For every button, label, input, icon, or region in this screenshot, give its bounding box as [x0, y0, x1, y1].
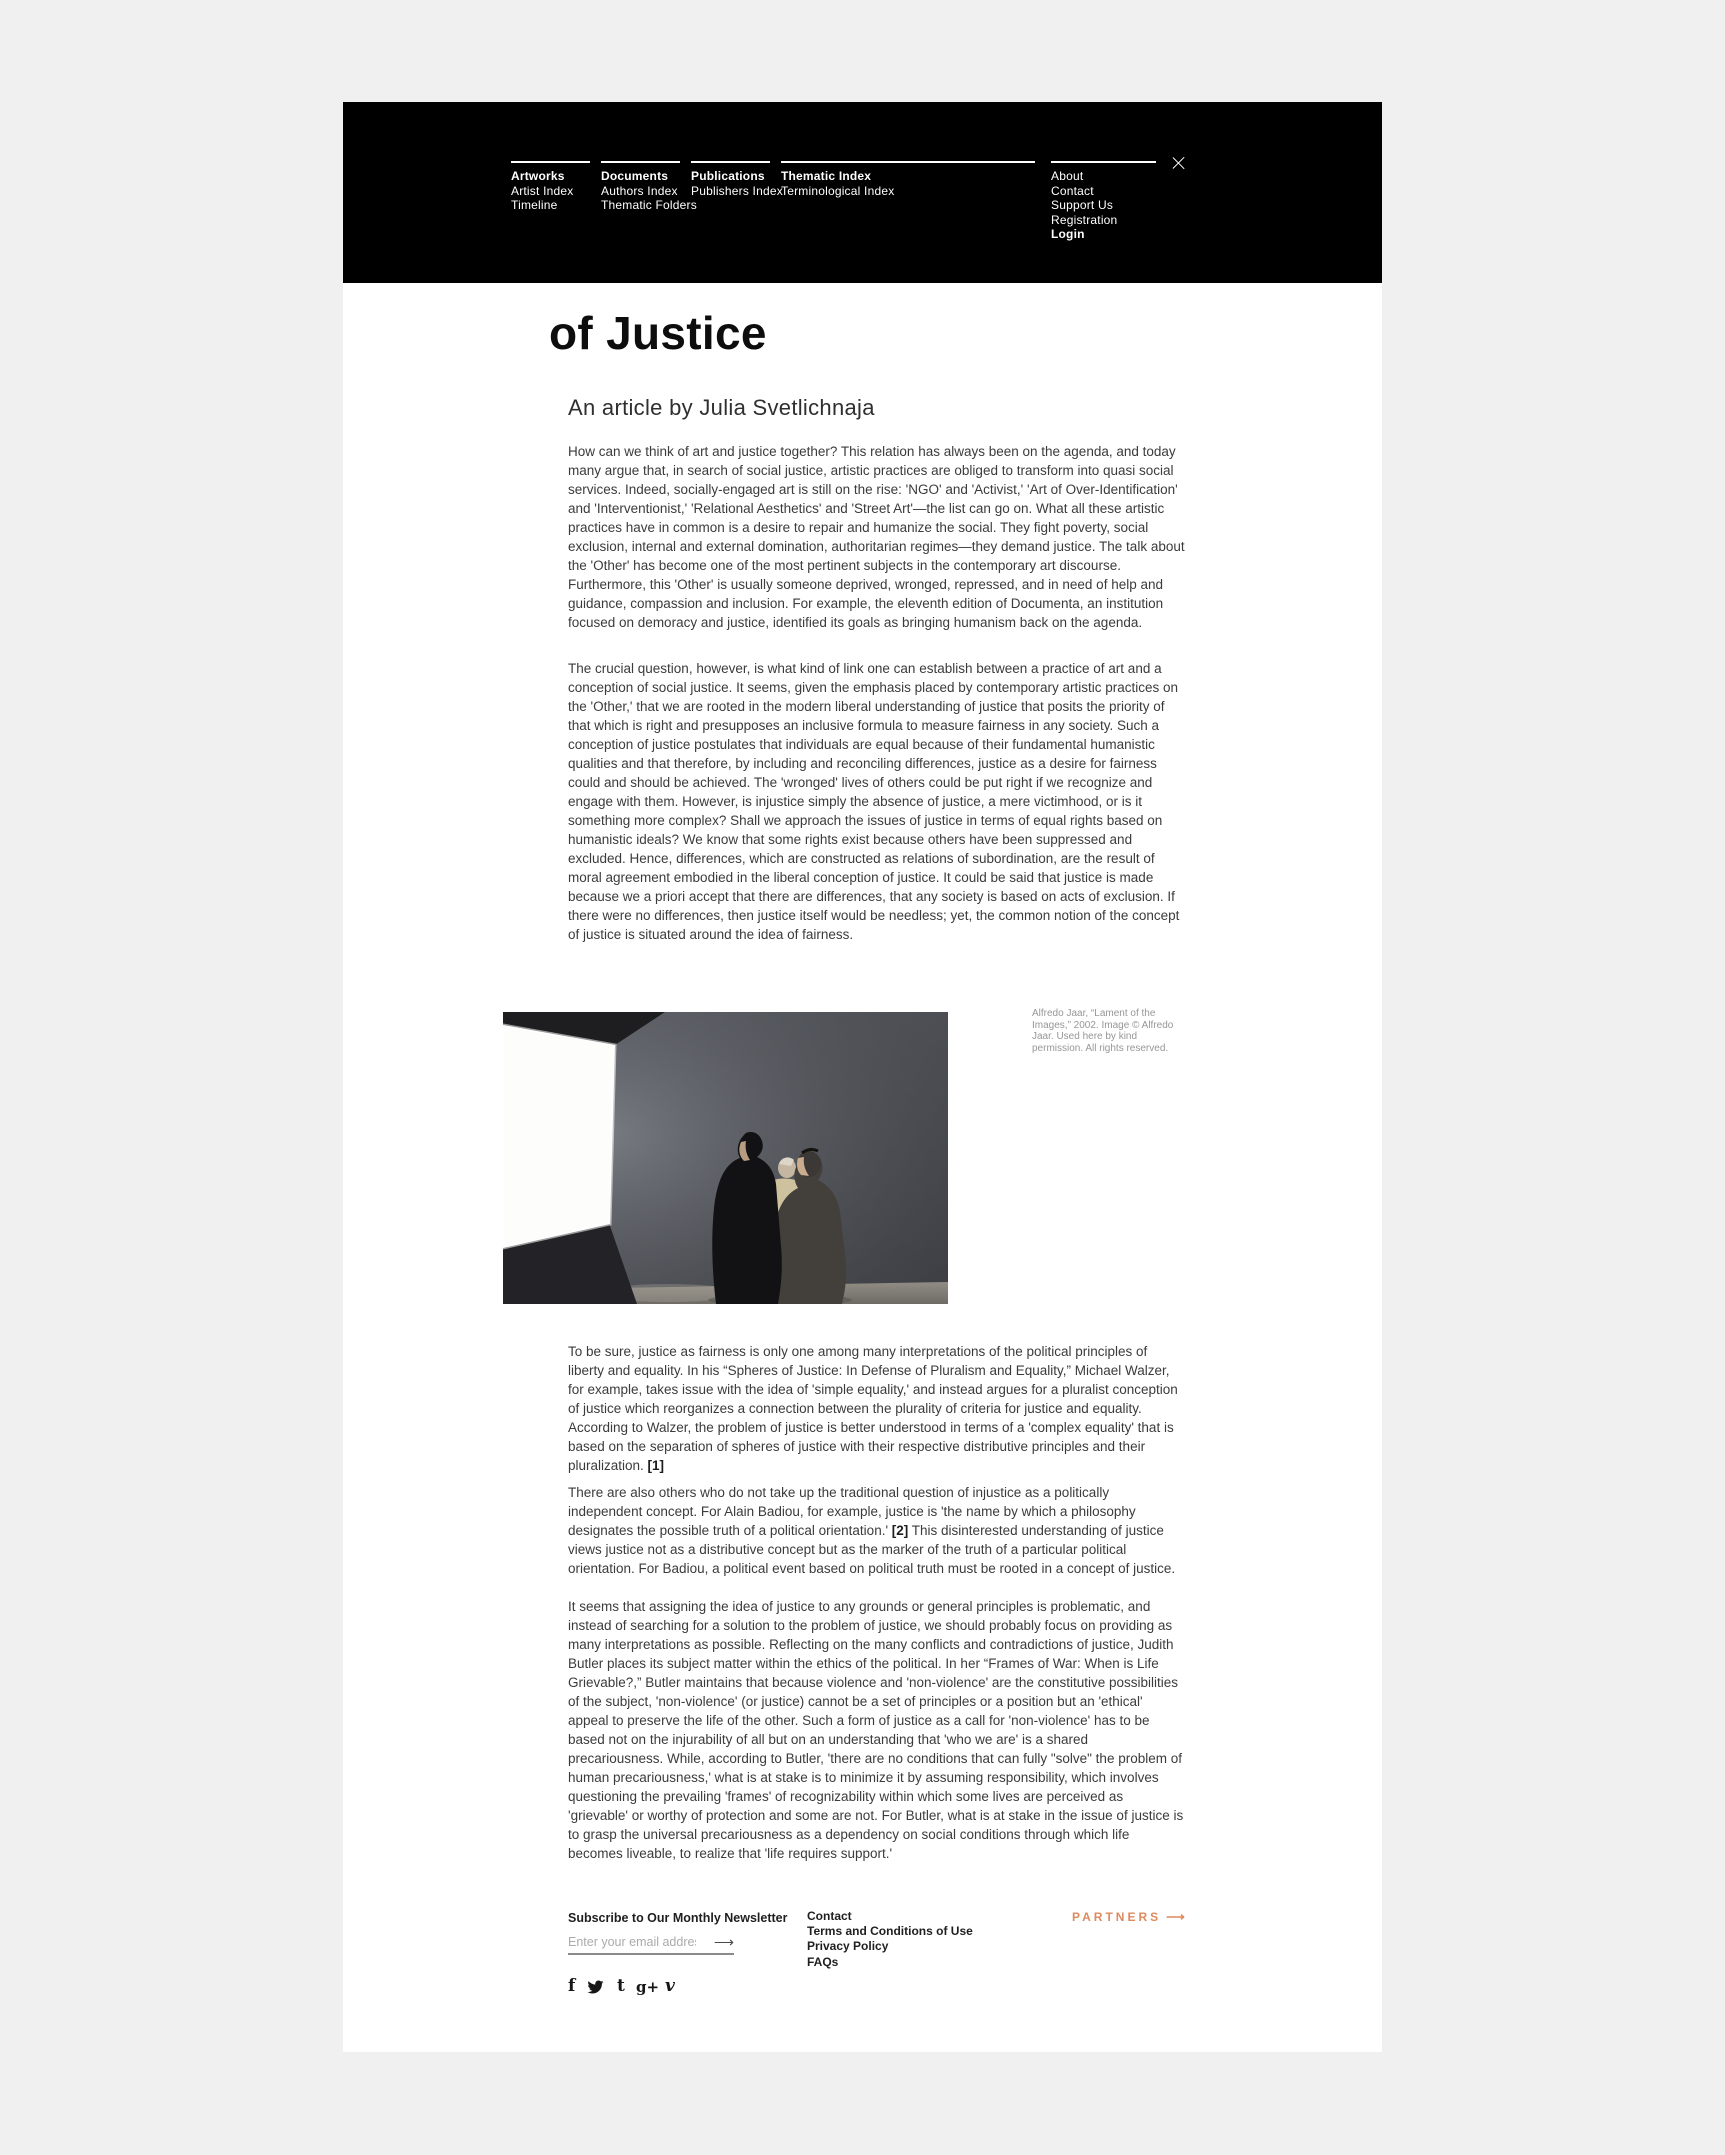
nav-link-authors-index[interactable]: Authors Index	[601, 183, 678, 198]
nav-link-timeline[interactable]: Timeline	[511, 198, 558, 212]
footnote-ref-2[interactable]: [2]	[891, 1523, 909, 1538]
partners-arrow-icon: ⟶	[1166, 1909, 1185, 1924]
footer-links	[807, 1909, 973, 1970]
nav-link-support-us[interactable]: Support Us	[1051, 198, 1114, 212]
artwork-photo	[503, 1012, 948, 1304]
facebook-icon[interactable]: f	[568, 1976, 576, 1996]
article-paragraph	[568, 1483, 1186, 1578]
nav-column-documents	[601, 161, 697, 213]
article-paragraph: It seems that assigning the idea of justice to any grounds or general principles is problematic, and instead of searching for a solution to the problem of justice, we should probably focus on providing as many interpretations as possible. Reflecting on the many conflicts and contradictions of justice, Judith Butler places its subject matter within the ethics of the political. In her “Frames of War: When is Life Grievable?,” Butler maintains that because violence and 'non-violence' are the constitutive possibilities of the subject, 'non-violence' (or justice) cannot be a set of principles or a position but an 'ethical' appeal to preserve the life of the other. Such a form of justice as a call for 'non-violence' has to be based not on the injurability of all but on an understanding that 'who we are' is a shared precariousness. While, according to Butler, 'there are no conditions that can fully "solve" the problem of human precariousness,' what is at stake is to minimize it by assuming responsibility, which involves questioning the prevailing 'frames' of recognizability within which some lives are perceived as 'grievable' or worthy of protection and some are not. For Butler, what is at stake in the issue of justice is to grasp the universal precariousness as a dependency on social conditions through which life becomes liveable, to realize that 'life requires support.'	[568, 1599, 1184, 1861]
nav-link-registration[interactable]: Registration	[1051, 212, 1118, 227]
close-icon[interactable]	[1171, 155, 1187, 171]
tumblr-icon[interactable]: t	[617, 1976, 625, 1996]
footer-link-faqs[interactable]: FAQs	[807, 1954, 839, 1969]
partners-label: PARTNERS	[1072, 1910, 1162, 1924]
footnote-ref-1[interactable]: [1]	[647, 1458, 665, 1473]
nav-column-publications	[691, 161, 783, 198]
article-paragraph: The crucial question, however, is what kind of link one can establish between a practice of art and a conception of social justice. It seems, given the emphasis placed by contemporary artistic practices on the 'Other,' that we are rooted in the modern liberal understanding of justice that posits the priority of that which is right and presupposes an inclusive formula to measure fairness in any society. Such a conception of justice postulates that individuals are equal because of their fundamental humanistic qualities and that therefore, by including and reconciling differences, justice as a desire for fairness could and should be achieved. The 'wronged' lives of others could be put right if we recognize and engage with them. However, is injustice simply the absence of justice, a mere victimhood, or is it something more complex? Shall we approach the issues of justice in terms of equal rights based on humanistic ideals? We know that some rights exist because others have been suppressed and excluded. Hence, differences, which are constructed as relations of subordination, are the result of moral agreement embodied in the liberal conception of justice. It could be said that justice is made because we a priori accept that there are differences, that any society is based on acts of exclusion. If there were no differences, then justice itself would be needless; yet, the common notion of the concept of justice is situated around the idea of fairness.	[568, 661, 1180, 942]
footer-link-contact[interactable]: Contact	[807, 1909, 852, 1923]
article-paragraph	[568, 1342, 1186, 1475]
nav-link-publications[interactable]: Publications	[691, 169, 765, 183]
footer-link-terms[interactable]: Terms and Conditions of Use	[807, 1924, 973, 1939]
nav-link-thematic-index[interactable]: Thematic Index	[781, 169, 872, 183]
newsletter-label: Subscribe to Our Monthly Newsletter	[568, 1911, 788, 1925]
paragraph-text: This disinterested understanding of justice views justice not as a distributive concept but as the marker of the truth of a particular political orientation. For Badiou, a political event based on political truth must be rooted in a concept of justice.	[568, 1523, 1176, 1576]
twitter-icon[interactable]	[586, 1979, 605, 2000]
newsletter-email-input[interactable]	[568, 1932, 696, 1949]
article-paragraph: How can we think of art and justice together? This relation has always been on the agenda, and today many argue that, in search of social justice, artistic practices are obliged to transform into quasi social services. Indeed, socially-engaged art is still on the rise: 'NGO' and 'Activist,' 'Art of Over-Identification' and 'Interventionist,' 'Relational Aesthetics' and 'Street Art'—the list can go on. What all these artistic practices have in common is a desire to repair and humanize the social. They fight poverty, social exclusion, internal and external domination, authoritarian regimes—they demand justice. The talk about the 'Other' has become one of the most pertinent subjects in the contemporary art discourse. Furthermore, this 'Other' is usually someone deprived, wronged, repressed, and in need of help and guidance, compassion and inclusion. For example, the eleventh edition of Documenta, an institution focused on demoracy and justice, identified its goals as bringing humanism back on the agenda.	[568, 444, 1185, 630]
paragraph-text: To be sure, justice as fairness is only one among many interpretations of the political principles of liberty and equality. In his “Spheres of Justice: In Defense of Pluralism and Equality,” Michael Walzer, for example, takes issue with the idea of 'simple equality,' and instead argues for a pluralist conception of justice which reorganizes a connection between the plurality of criteria for justice and equality. According to Walzer, the problem of justice is better understood in terms of a 'complex equality' that is based on the separation of spheres of justice with their respective distributive principles and their pluralization.	[568, 1344, 1178, 1473]
artwork-photo-graphic	[503, 1012, 948, 1304]
newsletter-form	[568, 1932, 734, 1955]
nav-link-documents[interactable]: Documents	[601, 169, 669, 183]
nav-column-thematic-index	[781, 161, 1035, 198]
nav-link-login[interactable]: Login	[1051, 227, 1085, 241]
footer-link-privacy[interactable]: Privacy Policy	[807, 1939, 889, 1954]
vimeo-icon[interactable]: v	[665, 1976, 675, 1996]
content-card	[343, 102, 1382, 2052]
nav-link-artworks[interactable]: Artworks	[511, 169, 565, 183]
article-byline: An article by Julia Svetlichnaja	[568, 395, 875, 421]
nav-menu-overlay	[343, 102, 1382, 283]
newsletter-submit-arrow-icon[interactable]: ⟶	[713, 1934, 734, 1950]
nav-column-about	[1051, 161, 1156, 242]
nav-link-terminological-index[interactable]: Terminological Index	[781, 183, 895, 198]
googleplus-icon[interactable]: g+	[636, 1978, 660, 1996]
nav-link-artist-index[interactable]: Artist Index	[511, 183, 574, 198]
nav-column-artworks	[511, 161, 590, 213]
page-title: of Justice	[549, 306, 767, 359]
twitter-bird-icon	[586, 1979, 605, 1995]
paragraph-text: There are also others who do not take up the traditional question of injustice as a politically independent concept. For Alain Badiou, for example, justice is 'the name by which a philosophy designates the possible truth of a political orientation.'	[568, 1485, 1136, 1538]
nav-link-about[interactable]: About	[1051, 169, 1084, 183]
nav-link-thematic-folders[interactable]: Thematic Folders	[601, 198, 697, 212]
image-caption: Alfredo Jaar, “Lament of the Images,” 2002. Image © Alfredo Jaar. Used here by kind permission. All rights reserved.	[1032, 1008, 1174, 1054]
nav-link-publishers-index[interactable]: Publishers Index	[691, 183, 783, 198]
partners-link[interactable]	[1072, 1909, 1185, 1925]
nav-link-contact[interactable]: Contact	[1051, 183, 1094, 198]
